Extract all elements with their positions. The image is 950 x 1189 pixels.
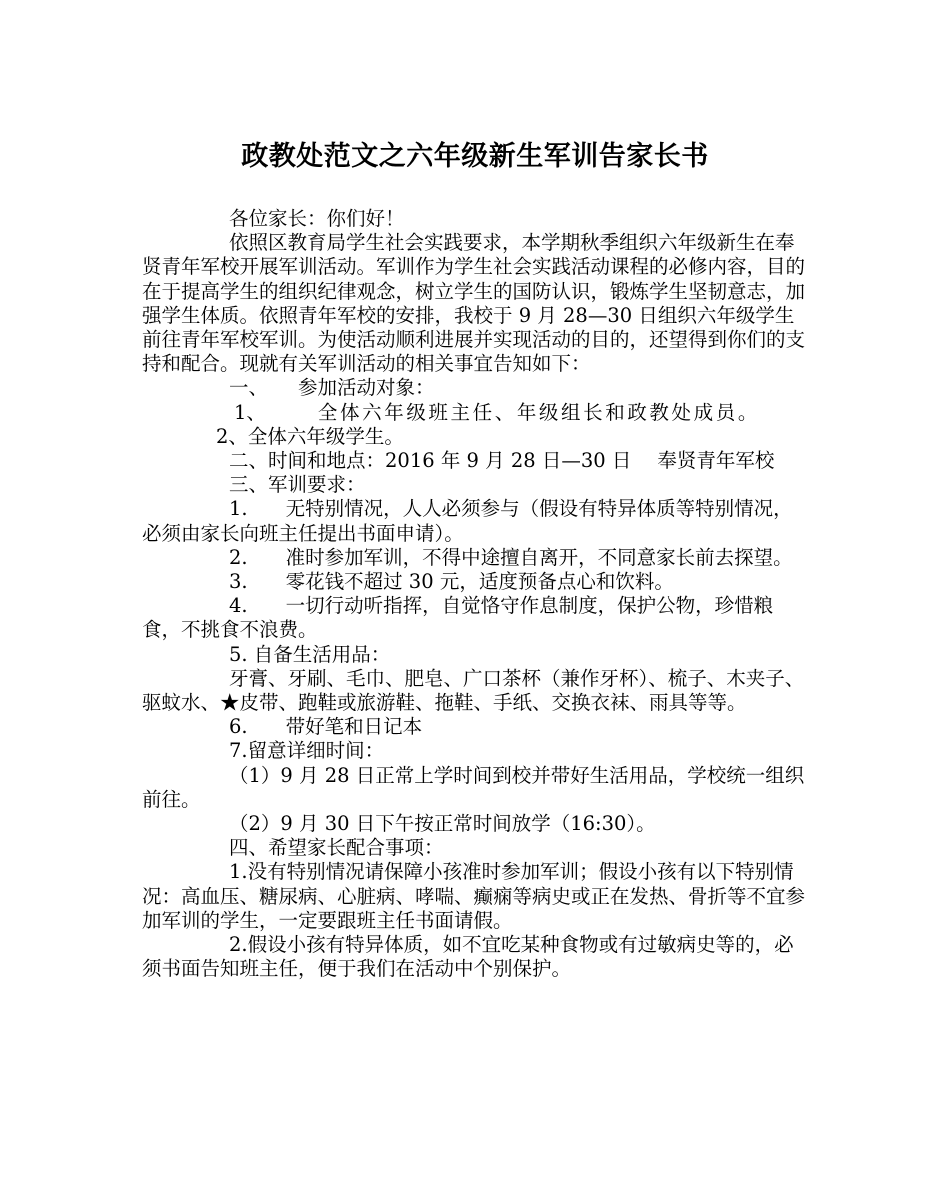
section-1-item-1-number: 1、: [234, 400, 266, 424]
requirement-3: [142, 570, 812, 594]
requirement-7: 7.留意详细时间：: [229, 739, 385, 763]
cooperation-1: 1.没有特别情况请保障小孩准时参加军训；假设小孩有以下特别情况：高血压、糖尿病、心脏病、哮喘、癫痫等病史或正在发热、骨折等不宜参加军训的学生，一定要跟班主任书面请假。: [142, 860, 806, 932]
requirement-6-text: 带好笔和日记本: [285, 715, 423, 739]
greeting: 各位家长：你们好！: [229, 207, 405, 230]
section-1-heading: [142, 376, 812, 400]
section-2-time: 二、时间和地点：2016 年 9 月 28 日—30 日: [229, 449, 632, 473]
requirement-5-items: 牙膏、牙刷、毛巾、肥皂、广口茶杯（兼作牙杯）、梳子、木夹子、驱蚊水、★皮带、跑鞋或旅游鞋、拖鞋、手纸、交换衣袜、雨具等等。: [142, 666, 805, 715]
section-1-item-2: 2、全体六年级学生。: [216, 424, 404, 448]
requirement-4-text: 一切行动听指挥，自觉恪守作息制度，保护公物，珍惜粮食，不挑食不浪费。: [142, 594, 774, 642]
section-2-place: 奉贤青年军校: [657, 449, 775, 473]
section-2-heading: [142, 449, 812, 473]
section-1-item-1-text: 全体六年级班主任、年级组长和政教处成员。: [317, 400, 760, 424]
section-3-heading: 三、军训要求：: [229, 473, 366, 497]
section-1-item-1: [142, 401, 812, 425]
section-4-heading: 四、希望家长配合事项：: [229, 836, 444, 860]
requirement-4: [142, 594, 812, 642]
requirement-1-number: 1.: [229, 497, 248, 521]
requirement-5: 5. 自备生活用品：: [229, 642, 391, 666]
requirement-1-text: 无特别情况，人人必须参与（假设有特异体质等特别情况，必须由家长向班主任提出书面申请）。: [142, 497, 793, 545]
section-1-number: 一、: [229, 376, 269, 400]
requirement-3-number: 3.: [229, 570, 248, 594]
requirement-4-number: 4.: [229, 594, 248, 618]
requirement-7-2: （2）9 月 30 日下午按正常时间放学（16:30）。: [229, 812, 656, 836]
document-title: 政教处范文之六年级新生军训告家长书: [241, 141, 709, 172]
requirement-1: [142, 497, 812, 545]
section-1-title: 参加活动对象：: [298, 376, 435, 400]
requirement-3-text: 零花钱不超过 30 元，适度预备点心和饮料。: [285, 570, 674, 594]
document-body: [142, 207, 812, 982]
requirement-6: [142, 715, 812, 739]
cooperation-2: 2.假设小孩有特异体质，如不宜吃某种食物或有过敏病史等的，必须书面告知班主任，便于我们在活动中个别保护。: [142, 933, 794, 981]
intro-paragraph: 依照区教育局学生社会实践要求，本学期秋季组织六年级新生在奉贤青年军校开展军训活动。军训作为学生社会实践活动课程的必修内容，目的在于提高学生的组织纪律观念，树立学生的国防认识，锻炼学生坚韧意志，加强学生体质。依照青年军校的安排，我校于 9 月 28—30 日组织六年级学生前往青年军校军训。为使活动顺利进展并实现活动的目的，还望得到你们的支持和配合。现就有关军训活动的相关事宜告知如下：: [142, 231, 806, 376]
requirement-2-text: 准时参加军训，不得中途擅自离开，不同意家长前去探望。: [285, 545, 793, 569]
requirement-6-number: 6.: [229, 715, 248, 739]
requirement-2: [142, 546, 812, 570]
requirement-7-1: （1）9 月 28 日正常上学时间到校并带好生活用品，学校统一组织前往。: [142, 763, 805, 811]
requirement-2-number: 2.: [229, 545, 248, 569]
